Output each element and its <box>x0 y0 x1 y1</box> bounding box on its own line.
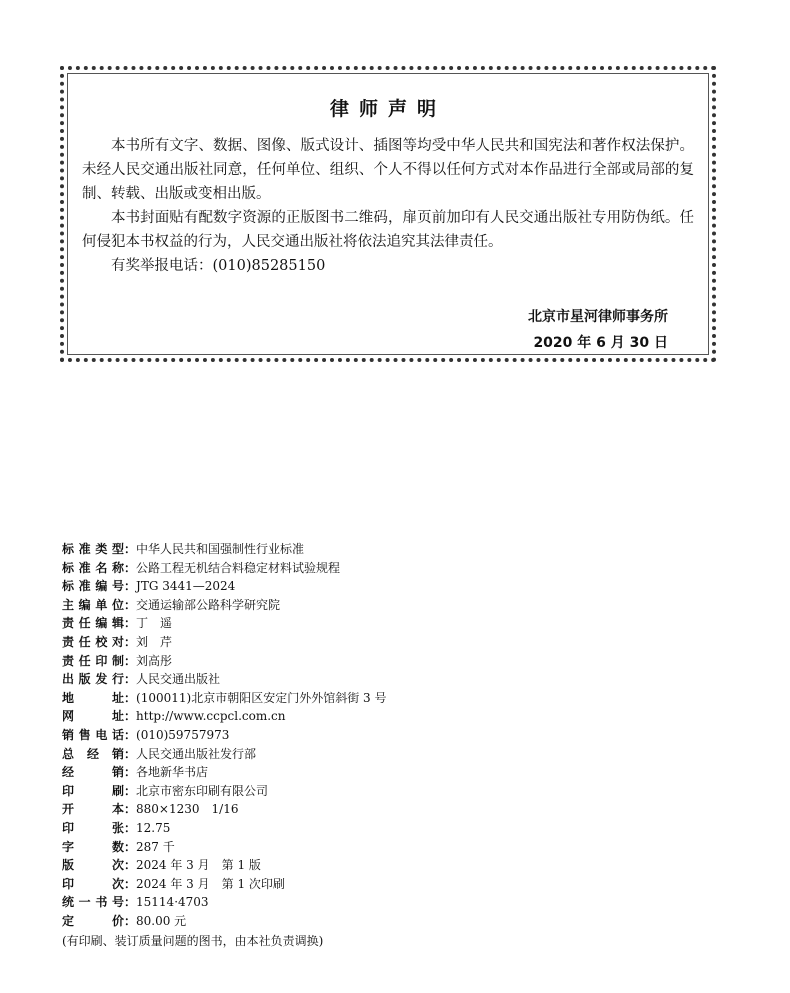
imprint-label: 销售电话 <box>62 727 124 742</box>
imprint-row <box>62 540 482 559</box>
imprint-label: 经销 <box>62 765 124 780</box>
imprint-row <box>62 726 482 745</box>
imprint-colon: ： <box>124 839 137 854</box>
imprint-label: 责任印制 <box>62 653 124 668</box>
imprint-value: 各地新华书店 <box>136 765 209 780</box>
imprint-row <box>62 800 482 819</box>
lawyer-notice-box <box>60 66 716 362</box>
imprint-value: 北京市密东印刷有限公司 <box>136 783 269 798</box>
imprint-label: 字数 <box>62 839 124 854</box>
imprint-row <box>62 670 482 689</box>
imprint-value: 人民交通出版社 <box>136 672 221 687</box>
imprint-value: (010)59757973 <box>136 727 230 742</box>
imprint-row <box>62 633 482 652</box>
imprint-colon: ： <box>124 876 137 891</box>
imprint-label: 标准名称 <box>62 560 124 575</box>
imprint-label: 定价 <box>62 913 124 928</box>
imprint-colon: ： <box>124 579 137 594</box>
imprint-colon: ： <box>124 690 137 705</box>
imprint-colon: ： <box>124 672 137 687</box>
imprint-value: 刘高彤 <box>136 653 173 668</box>
imprint-colon: ： <box>124 913 137 928</box>
imprint-label: 版次 <box>62 858 124 873</box>
imprint-label: 网址 <box>62 709 124 724</box>
imprint-colon: ： <box>124 616 137 631</box>
imprint-label: 标准类型 <box>62 542 124 556</box>
imprint-row <box>62 689 482 708</box>
imprint-colon: ： <box>124 634 137 649</box>
notice-paragraph-anticounterfeit: 本书封面贴有配数字资源的正版图书二维码，扉页前加印有人民交通出版社专用防伪纸。任何侵犯本书权益的行为，人民交通出版社将依法追究其法律责任。 <box>82 210 694 250</box>
imprint-value: 15114·4703 <box>136 895 209 910</box>
notice-title: 律师声明 <box>329 98 446 120</box>
imprint-colon: ： <box>124 709 137 724</box>
imprint-value: 2024 年 3 月 第 1 次印刷 <box>136 876 285 891</box>
imprint-label: 责任校对 <box>62 634 124 649</box>
imprint-row <box>62 912 482 931</box>
imprint-row <box>62 875 482 894</box>
imprint-colon: ： <box>124 560 137 575</box>
imprint-value: 2024 年 3 月 第 1 版 <box>136 858 261 873</box>
imprint-colon: ： <box>124 765 137 780</box>
imprint-value: 丁 遥 <box>136 616 173 631</box>
imprint-value: 中华人民共和国强制性行业标准 <box>136 542 305 556</box>
signature-firm: 北京市星河律师事务所 <box>528 309 668 325</box>
imprint-row <box>62 559 482 578</box>
imprint-row <box>62 614 482 633</box>
imprint-colon: ： <box>124 783 137 798</box>
imprint-label: 主编单位 <box>62 597 124 612</box>
imprint-row <box>62 652 482 671</box>
imprint-label: 统一书号 <box>62 895 124 910</box>
imprint-row <box>62 596 482 615</box>
imprint-value: http://www.ccpcl.com.cn <box>136 709 286 724</box>
imprint-colon: ： <box>124 597 137 612</box>
imprint-label: 标准编号 <box>62 579 124 594</box>
imprint-value: 80.00 元 <box>136 913 187 928</box>
imprint-value: 公路工程无机结合料稳定材料试验规程 <box>136 560 341 575</box>
notice-paragraph-hotline: 有奖举报电话：(010)85285150 <box>111 258 326 274</box>
imprint-label: 责任编辑 <box>62 616 124 631</box>
imprint-row <box>62 707 482 726</box>
imprint-rows <box>62 540 482 930</box>
imprint-value: 12.75 <box>136 820 171 835</box>
imprint-label: 开本 <box>62 802 124 817</box>
imprint-colon: ： <box>124 653 137 668</box>
imprint-colon: ： <box>124 746 137 761</box>
imprint-colon: ： <box>124 858 137 873</box>
imprint-colon: ： <box>124 542 137 556</box>
imprint-label: 出版发行 <box>62 672 124 687</box>
imprint-colon: ： <box>124 802 137 817</box>
imprint-value: JTG 3441—2024 <box>136 579 236 594</box>
imprint-value: 880×1230 1/16 <box>136 802 239 817</box>
imprint-colon: ： <box>124 820 137 835</box>
imprint-value: 人民交通出版社发行部 <box>136 746 257 761</box>
imprint-label: 印次 <box>62 876 124 891</box>
imprint-value: (100011)北京市朝阳区安定门外外馆斜街 3 号 <box>136 690 387 705</box>
imprint-label: 地址 <box>62 690 124 705</box>
imprint-value: 刘 芹 <box>136 634 173 649</box>
imprint-row <box>62 763 482 782</box>
imprint-block <box>62 540 482 949</box>
imprint-row <box>62 893 482 912</box>
imprint-row <box>62 856 482 875</box>
imprint-value: 287 千 <box>136 839 175 854</box>
imprint-label: 总经销 <box>62 746 124 761</box>
imprint-label: 印刷 <box>62 783 124 798</box>
signature-date: 2020 年 6 月 30 日 <box>533 335 668 351</box>
imprint-label: 印张 <box>62 820 124 835</box>
imprint-footer-note: (有印刷、装订质量问题的图书，由本社负责调换) <box>62 934 324 949</box>
imprint-row <box>62 838 482 857</box>
imprint-row <box>62 577 482 596</box>
imprint-row <box>62 819 482 838</box>
imprint-colon: ： <box>124 727 137 742</box>
imprint-row <box>62 782 482 801</box>
imprint-colon: ： <box>124 895 137 910</box>
imprint-value: 交通运输部公路科学研究院 <box>136 597 281 612</box>
notice-paragraph-copyright: 本书所有文字、数据、图像、版式设计、插图等均受中华人民共和国宪法和著作权法保护。未经人民交通出版社同意，任何单位、组织、个人不得以任何方式对本作品进行全部或局部的复制、转载、出版或变相出版。 <box>82 138 694 202</box>
imprint-row <box>62 745 482 764</box>
